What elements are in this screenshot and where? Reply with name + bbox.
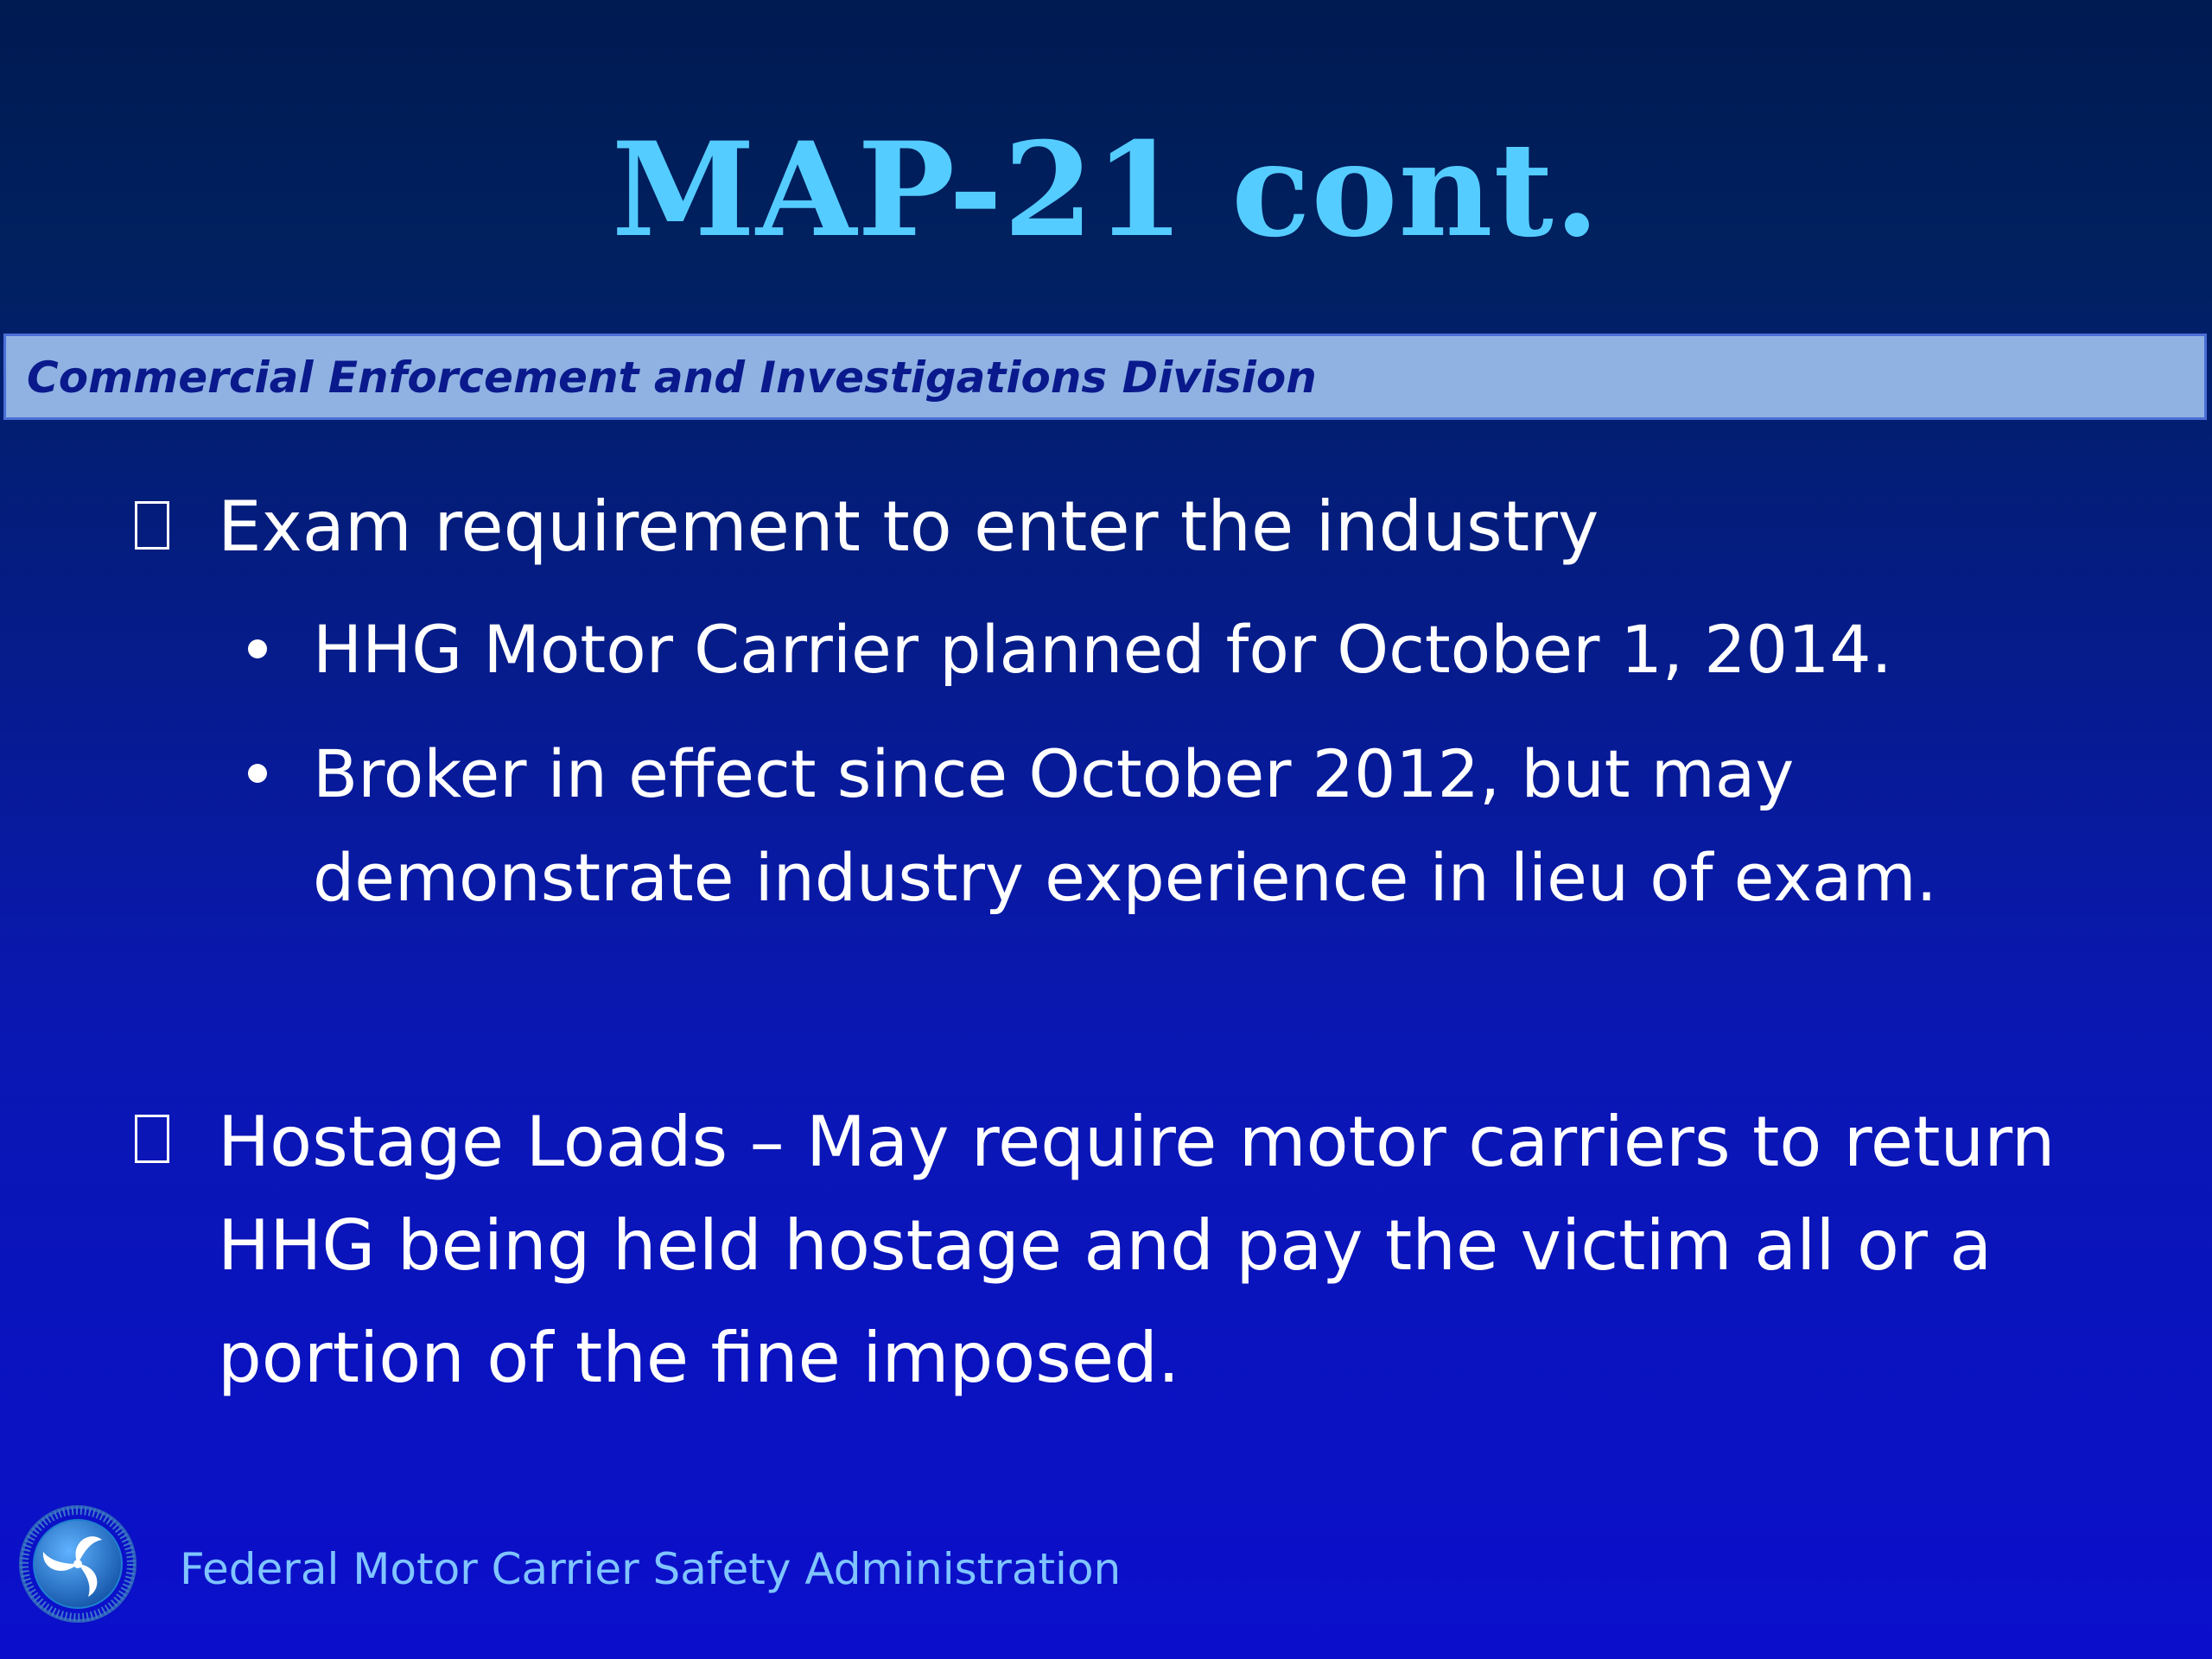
slide-title: MAP-21 cont. bbox=[611, 114, 1601, 266]
bullet-hostage-loads-line2: HHG being held hostage and pay the victim all or a bbox=[218, 1205, 1993, 1286]
dot-seal-icon bbox=[17, 1503, 138, 1624]
dot-bullet-icon bbox=[248, 639, 267, 658]
bullet-hostage-loads-line3: portion of the fine imposed. bbox=[218, 1318, 1180, 1398]
square-bullet-icon bbox=[135, 501, 169, 550]
square-bullet-icon bbox=[135, 1115, 169, 1163]
bullet-exam-requirement: Exam requirement to enter the industry bbox=[218, 486, 1599, 567]
division-label: Commercial Enforcement and Investigations Division bbox=[27, 353, 1317, 403]
sub-bullet-broker-line1: Broker in effect since October 2012, but may bbox=[313, 735, 1795, 812]
dot-bullet-icon bbox=[248, 764, 267, 783]
sub-bullet-broker-line2: demonstrate industry experience in lieu of exam. bbox=[313, 839, 1937, 916]
sub-bullet-hhg-carrier: HHG Motor Carrier planned for October 1, 2014. bbox=[313, 611, 1892, 688]
bullet-hostage-loads-line1: Hostage Loads – May require motor carriers to return bbox=[218, 1102, 2056, 1182]
division-banner bbox=[3, 334, 2207, 420]
footer-agency-name: Federal Motor Carrier Safety Administration bbox=[180, 1544, 1122, 1594]
